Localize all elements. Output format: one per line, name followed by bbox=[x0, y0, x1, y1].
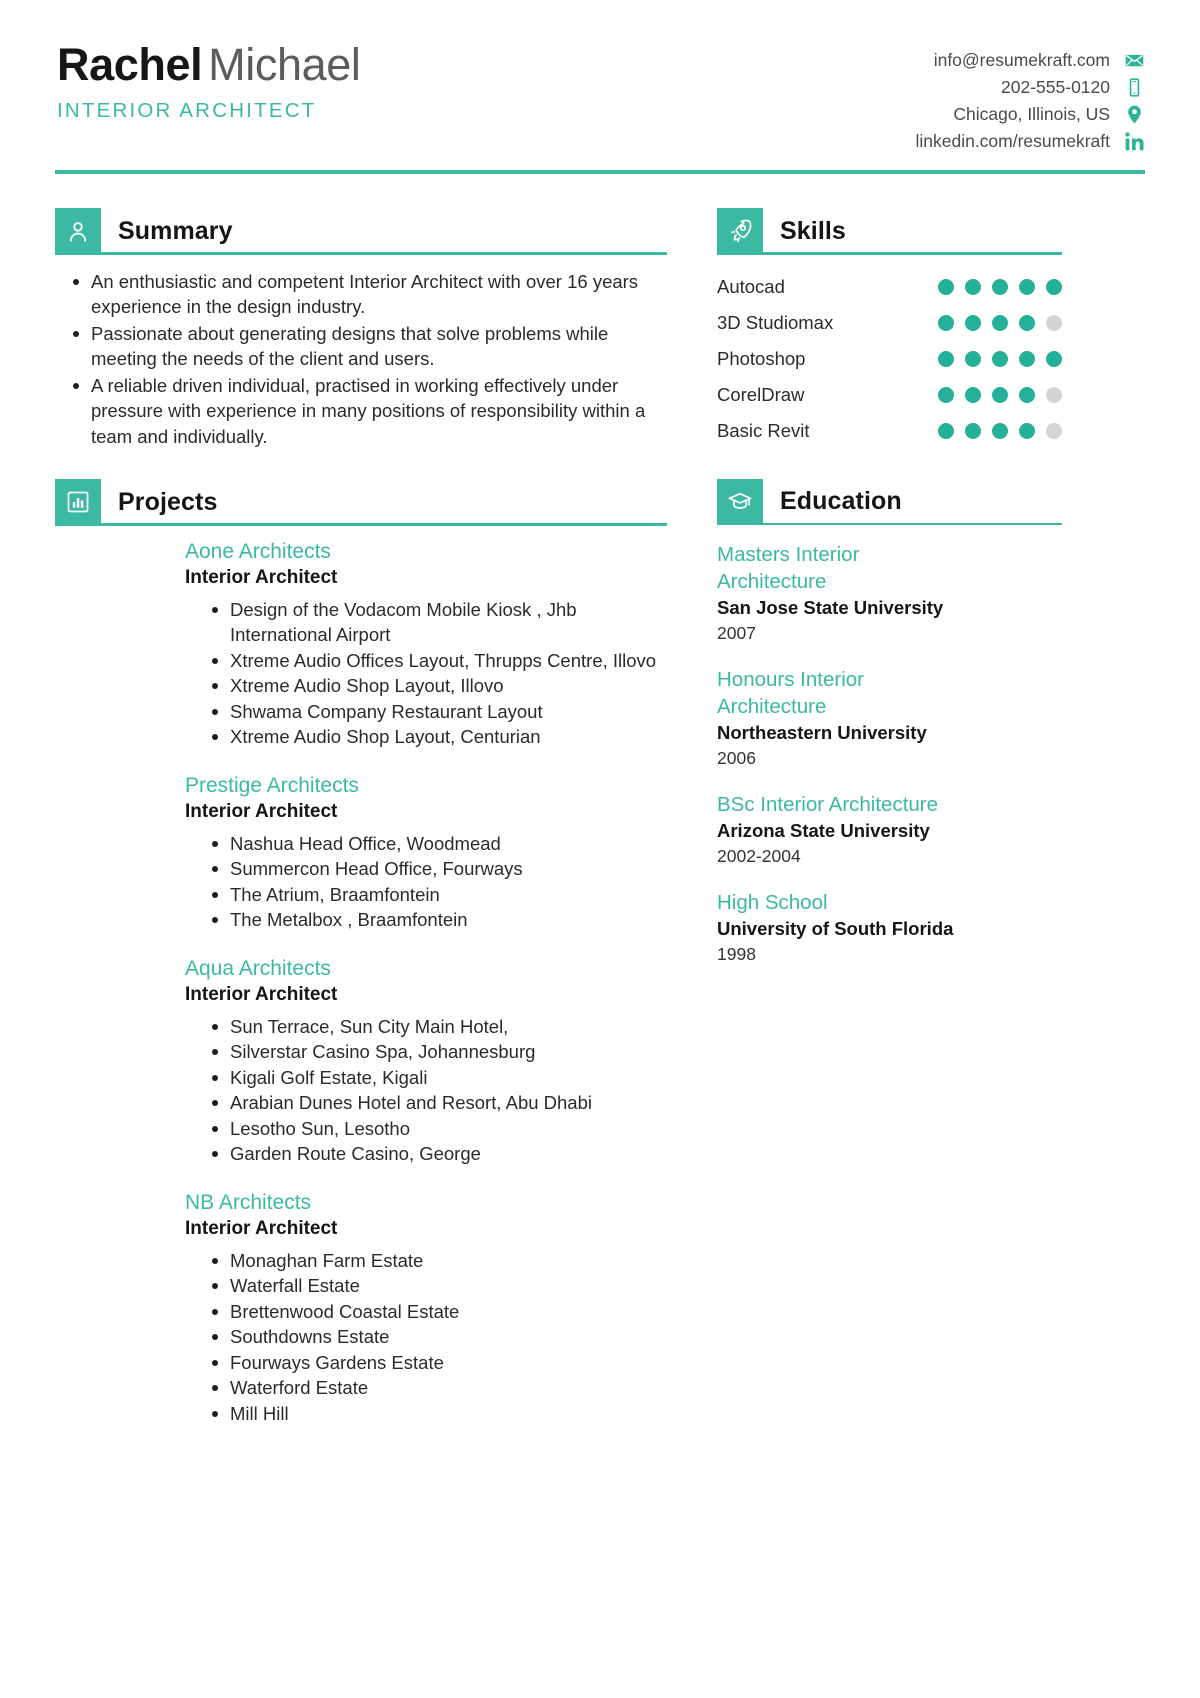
rating-dot bbox=[992, 315, 1008, 331]
education-degree: BSc Interior Architecture bbox=[717, 793, 939, 817]
project-item bbox=[185, 955, 667, 1167]
phone-icon bbox=[1124, 77, 1145, 98]
education-body bbox=[717, 525, 1062, 965]
skill-rating bbox=[938, 423, 1062, 439]
graduation-cap-icon bbox=[717, 479, 763, 525]
projects-header bbox=[55, 479, 667, 525]
rating-dot bbox=[965, 387, 981, 403]
project-bullet-list bbox=[185, 1014, 667, 1167]
rating-dot bbox=[1019, 387, 1035, 403]
list-item: Waterfall Estate bbox=[185, 1273, 667, 1299]
list-item: An enthusiastic and competent Interior Architect with over 16 years experience in the design industry. bbox=[55, 269, 667, 320]
rating-dot bbox=[938, 279, 954, 295]
skill-rating bbox=[938, 315, 1062, 331]
summary-title: Summary bbox=[118, 216, 233, 245]
education-item bbox=[717, 541, 1062, 644]
right-column bbox=[717, 208, 1062, 1448]
last-name: Michael bbox=[208, 39, 361, 90]
list-item: Southdowns Estate bbox=[185, 1324, 667, 1350]
project-bullet-list bbox=[185, 831, 667, 933]
rating-dot bbox=[965, 423, 981, 439]
rating-dot bbox=[938, 315, 954, 331]
education-item bbox=[717, 666, 1062, 769]
rating-dot bbox=[965, 351, 981, 367]
rating-dot bbox=[992, 423, 1008, 439]
list-item: Summercon Head Office, Fourways bbox=[185, 856, 667, 882]
skill-rating bbox=[938, 351, 1062, 367]
list-item: Arabian Dunes Hotel and Resort, Abu Dhabi bbox=[185, 1090, 667, 1116]
rating-dot bbox=[1046, 279, 1062, 295]
location-icon bbox=[1124, 104, 1145, 125]
list-item: Xtreme Audio Offices Layout, Thrupps Centre, Illovo bbox=[185, 648, 667, 674]
list-item: Kigali Golf Estate, Kigali bbox=[185, 1065, 667, 1091]
rating-dot bbox=[992, 279, 1008, 295]
phone-text: 202-555-0120 bbox=[1001, 77, 1110, 97]
list-item: Shwama Company Restaurant Layout bbox=[185, 699, 667, 725]
list-item: The Metalbox , Braamfontein bbox=[185, 907, 667, 933]
rating-dot bbox=[938, 387, 954, 403]
summary-bullet-list bbox=[55, 269, 667, 450]
list-item: Garden Route Casino, George bbox=[185, 1141, 667, 1167]
projects-title: Projects bbox=[118, 487, 218, 516]
skill-name: Autocad bbox=[717, 275, 785, 297]
list-item: Sun Terrace, Sun City Main Hotel, bbox=[185, 1014, 667, 1040]
rating-dot bbox=[1019, 279, 1035, 295]
list-item: Monaghan Farm Estate bbox=[185, 1248, 667, 1274]
section-projects bbox=[55, 479, 667, 1426]
rating-dot bbox=[1046, 351, 1062, 367]
project-organization: Prestige Architects bbox=[185, 773, 359, 797]
list-item: Lesotho Sun, Lesotho bbox=[185, 1116, 667, 1142]
list-item: Mill Hill bbox=[185, 1401, 667, 1427]
list-item: Nashua Head Office, Woodmead bbox=[185, 831, 667, 857]
rating-dot bbox=[1019, 351, 1035, 367]
contact-block bbox=[915, 38, 1145, 152]
location-text: Chicago, Illinois, US bbox=[953, 104, 1110, 124]
contact-row-email[interactable] bbox=[915, 50, 1145, 71]
chart-bar-icon bbox=[55, 479, 101, 525]
education-year: 2002-2004 bbox=[717, 846, 801, 867]
list-item: Waterford Estate bbox=[185, 1375, 667, 1401]
project-bullet-list bbox=[185, 1248, 667, 1427]
skill-name: Photoshop bbox=[717, 347, 806, 369]
identity-block bbox=[55, 38, 360, 123]
rating-dot bbox=[938, 351, 954, 367]
first-name: Rachel bbox=[57, 39, 203, 90]
education-header bbox=[717, 479, 1062, 525]
skill-row bbox=[717, 341, 1062, 377]
project-role: Interior Architect bbox=[185, 1218, 338, 1240]
project-organization: NB Architects bbox=[185, 1190, 312, 1214]
project-item bbox=[185, 772, 667, 933]
list-item: Design of the Vodacom Mobile Kiosk , Jhb International Airport bbox=[185, 597, 667, 648]
skill-rating bbox=[938, 387, 1062, 403]
project-bullet-list bbox=[185, 597, 667, 750]
project-role: Interior Architect bbox=[185, 984, 338, 1006]
education-item bbox=[717, 889, 1062, 965]
person-icon bbox=[55, 208, 101, 254]
project-role: Interior Architect bbox=[185, 566, 338, 588]
list-item: Xtreme Audio Shop Layout, Centurian bbox=[185, 724, 667, 750]
rating-dot bbox=[992, 387, 1008, 403]
summary-body bbox=[55, 269, 667, 450]
contact-row-phone[interactable] bbox=[915, 77, 1145, 98]
list-item: A reliable driven individual, practised in working effectively under pressure with experience in many positions of responsibility within a team and individually. bbox=[55, 373, 667, 450]
project-organization: Aone Architects bbox=[185, 539, 331, 563]
summary-header bbox=[55, 208, 667, 254]
skills-header bbox=[717, 208, 1062, 254]
rating-dot bbox=[1046, 315, 1062, 331]
education-school: San Jose State University bbox=[717, 597, 944, 619]
education-school: University of South Florida bbox=[717, 918, 954, 940]
skill-rating bbox=[938, 279, 1062, 295]
list-item: Passionate about generating designs that solve problems while meeting the needs of the client and users. bbox=[55, 321, 667, 372]
skill-row bbox=[717, 269, 1062, 305]
project-item bbox=[185, 1189, 667, 1427]
page-title bbox=[57, 38, 360, 91]
rating-dot bbox=[965, 315, 981, 331]
education-item bbox=[717, 791, 1062, 867]
job-title: INTERIOR ARCHITECT bbox=[57, 99, 317, 123]
education-school: Arizona State University bbox=[717, 820, 930, 842]
rating-dot bbox=[1019, 315, 1035, 331]
education-title: Education bbox=[780, 487, 902, 515]
email-text: info@resumekraft.com bbox=[933, 50, 1110, 70]
linkedin-icon bbox=[1124, 131, 1145, 152]
list-item: The Atrium, Braamfontein bbox=[185, 882, 667, 908]
list-item: Silverstar Casino Spa, Johannesburg bbox=[185, 1039, 667, 1065]
rating-dot bbox=[965, 279, 981, 295]
skill-row bbox=[717, 305, 1062, 341]
skill-row bbox=[717, 413, 1062, 449]
contact-row-location[interactable] bbox=[915, 104, 1145, 125]
rating-dot bbox=[992, 351, 1008, 367]
rating-dot bbox=[1019, 423, 1035, 439]
skill-name: Basic Revit bbox=[717, 419, 810, 441]
section-skills bbox=[717, 208, 1062, 449]
education-degree: High School bbox=[717, 891, 828, 915]
list-item: Fourways Gardens Estate bbox=[185, 1350, 667, 1376]
education-year: 2007 bbox=[717, 623, 756, 644]
rating-dot bbox=[1046, 387, 1062, 403]
list-item: Xtreme Audio Shop Layout, Illovo bbox=[185, 673, 667, 699]
rating-dot bbox=[1046, 423, 1062, 439]
education-degree: Honours Interior Architecture bbox=[717, 668, 864, 719]
section-education bbox=[717, 479, 1062, 966]
skills-body bbox=[717, 255, 1062, 449]
list-item: Brettenwood Coastal Estate bbox=[185, 1299, 667, 1325]
education-degree: Masters Interior Architecture bbox=[717, 543, 860, 594]
project-item bbox=[185, 538, 667, 750]
skill-name: 3D Studiomax bbox=[717, 311, 834, 333]
projects-body bbox=[55, 526, 667, 1427]
rating-dot bbox=[938, 423, 954, 439]
skill-name: CorelDraw bbox=[717, 383, 805, 405]
email-icon bbox=[1124, 50, 1145, 71]
skill-row bbox=[717, 377, 1062, 413]
summary-divider bbox=[55, 252, 667, 255]
education-school: Northeastern University bbox=[717, 722, 927, 744]
resume-header bbox=[55, 0, 1145, 170]
education-year: 1998 bbox=[717, 944, 756, 965]
project-role: Interior Architect bbox=[185, 800, 338, 822]
left-column bbox=[55, 208, 667, 1448]
contact-row-linkedin[interactable] bbox=[915, 131, 1145, 152]
rocket-icon bbox=[717, 208, 763, 254]
education-year: 2006 bbox=[717, 748, 756, 769]
section-summary bbox=[55, 208, 667, 449]
resume-body bbox=[55, 174, 1145, 1448]
project-organization: Aqua Architects bbox=[185, 956, 331, 980]
linkedin-text: linkedin.com/resumekraft bbox=[915, 131, 1110, 151]
skills-title: Skills bbox=[780, 216, 846, 245]
